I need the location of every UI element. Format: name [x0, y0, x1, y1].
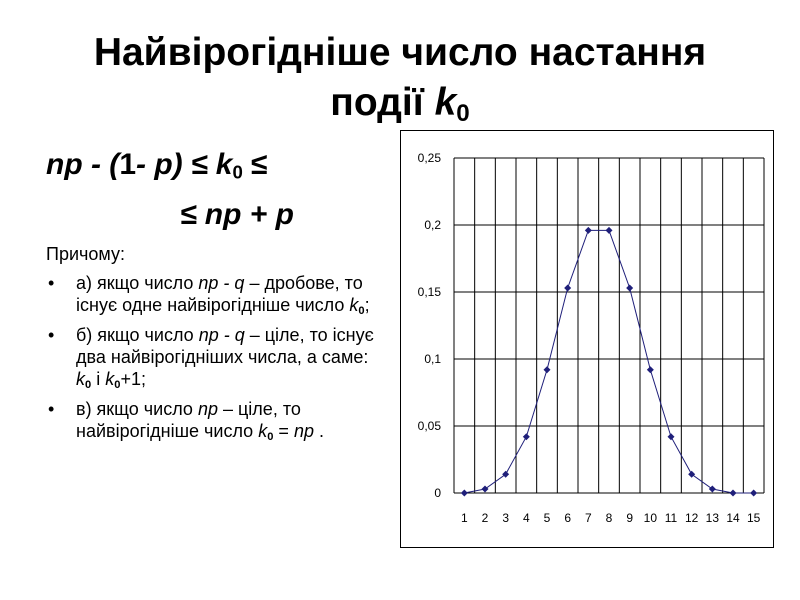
data-point: [564, 284, 571, 291]
bullet-subscript: 0: [267, 430, 274, 443]
chart-frame: [400, 130, 774, 548]
data-point: [461, 490, 468, 497]
y-tick-label: 0: [434, 486, 441, 500]
bullet-text: =: [273, 421, 294, 441]
bullet-text: в) якщо число: [76, 399, 198, 419]
bullet-text: ;: [364, 295, 370, 315]
formula-end: ≤: [251, 148, 268, 181]
bullet-text: – ціле, то існує два найвірогідніших числа, а саме:: [76, 325, 374, 367]
y-tick-label: 0,1: [424, 352, 441, 366]
y-tick-label: 0,2: [424, 218, 441, 232]
bullet-text: .: [313, 421, 324, 441]
bullet-text: +1;: [120, 369, 146, 389]
bullet-text: і: [91, 369, 106, 389]
formula-line-1: [46, 148, 268, 182]
data-point: [668, 433, 675, 440]
bullet-subscript: 0: [85, 378, 92, 391]
x-tick-label: 4: [522, 511, 530, 525]
bullet-expression: np: [293, 421, 314, 441]
x-tick-label: 12: [684, 511, 699, 525]
title-line-1: Найвірогідніше число настання: [93, 31, 707, 74]
data-point: [626, 284, 633, 291]
x-tick-label: 7: [584, 511, 592, 525]
conditions-list: [46, 272, 386, 450]
data-point: [730, 490, 737, 497]
formula-line-2: ≤ np + p: [180, 198, 294, 231]
x-tick-label: 11: [664, 511, 678, 525]
series-line: [464, 230, 753, 493]
list-item: [46, 324, 386, 390]
bullet-expression: np: [197, 399, 218, 419]
x-tick-label: 5: [543, 511, 551, 525]
bullet-expression: np - q: [198, 273, 245, 293]
x-tick-label: 6: [564, 511, 572, 525]
formula-subscript: 0: [232, 161, 243, 183]
bullet-subscript: 0: [358, 304, 365, 317]
data-point: [688, 471, 695, 478]
data-point: [750, 490, 757, 497]
x-tick-label: 2: [481, 511, 489, 525]
intro-text: Причому:: [46, 244, 125, 264]
formula-right: - p) ≤: [136, 148, 208, 181]
x-tick-label: 1: [460, 511, 468, 525]
bullet-variable: k: [258, 421, 268, 441]
formula-variable: k: [215, 148, 233, 181]
data-point: [523, 433, 530, 440]
bullet-text: а) якщо число: [76, 273, 199, 293]
x-tick-label: 9: [626, 511, 634, 525]
y-tick-label: 0,05: [417, 419, 441, 433]
x-tick-label: 13: [705, 511, 720, 525]
data-point: [606, 227, 613, 234]
list-item: [46, 272, 386, 316]
x-tick-label: 3: [502, 511, 510, 525]
title-subscript: 0: [456, 100, 470, 128]
y-tick-label: 0,15: [417, 285, 441, 299]
formula-left: np - (: [46, 148, 120, 181]
bullet-text: б) якщо число: [76, 325, 199, 345]
bullet-subscript: 0: [114, 378, 121, 391]
data-point: [544, 366, 551, 373]
title-line-2: [20, 78, 780, 128]
data-point: [502, 471, 509, 478]
bullet-variable: k: [349, 295, 359, 315]
x-tick-label: 14: [726, 511, 740, 525]
title-word: події: [330, 81, 424, 124]
bullet-expression: np - q: [198, 325, 245, 345]
x-tick-label: 15: [746, 511, 761, 525]
bullet-variable: k: [105, 369, 115, 389]
data-point: [647, 366, 654, 373]
title-variable: k: [434, 81, 457, 124]
bullet-variable: k: [76, 369, 85, 389]
data-point: [585, 227, 592, 234]
bullet-text: – дробове, то існує одне найвірогідніше число: [76, 273, 363, 315]
formula-one: 1: [119, 148, 136, 181]
x-tick-label: 10: [643, 511, 658, 525]
y-tick-label: 0,25: [417, 151, 441, 165]
list-item: [46, 398, 386, 442]
data-point: [709, 485, 716, 492]
data-point: [482, 485, 489, 492]
slide-title: [20, 28, 780, 128]
x-tick-label: 8: [605, 511, 613, 525]
bullet-text: – ціле, то найвірогідніше число: [76, 399, 301, 441]
probability-chart: [401, 131, 773, 547]
